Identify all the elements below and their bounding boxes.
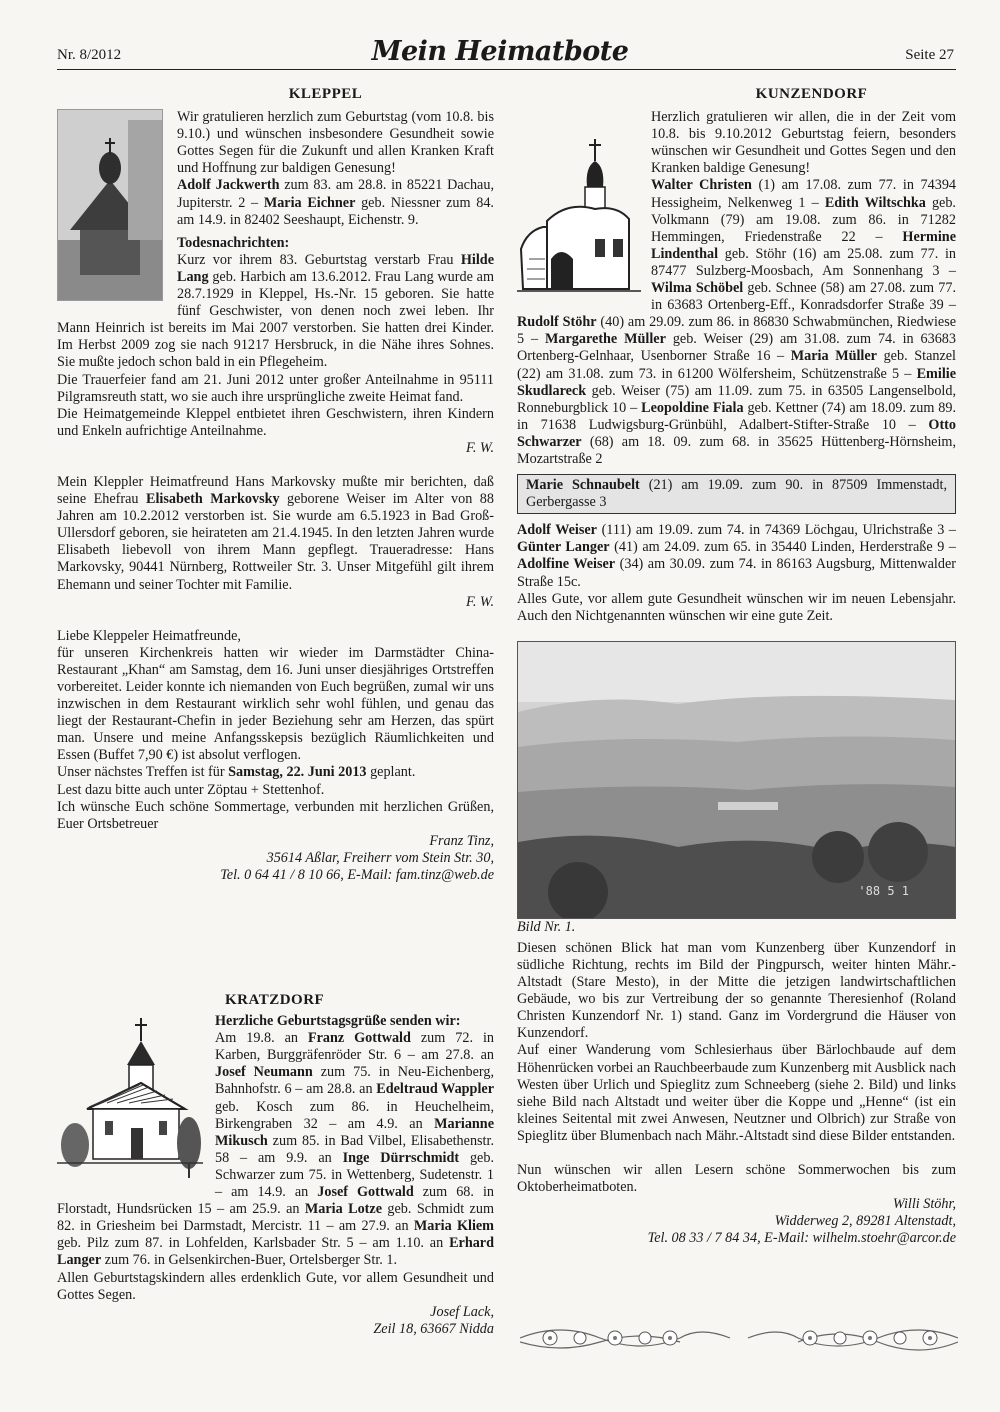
kleppel-church-image	[57, 109, 163, 301]
summer-wish: Nun wünschen wir allen Lesern schöne Sommerwochen bis zum Oktoberheimatboten.	[517, 1162, 956, 1196]
kunzendorf-church-image	[517, 109, 641, 299]
hike-description: Auf einer Wanderung vom Schlesierhaus über Bärlochbaude auf dem Höhenrücken vorbei an Rauchbeerbaude zum Kunzenberg mit Ausblick nach Westen über Urlich und Spieglitz zum Schneeberg (siehe 2. Bild) und links siehe Bild nach Altstadt und weiter über die Koppe und „Henne“ (ist ein kleines Seitental mit zwei Anwesen, Neutzner und Olbrich) zur Straße von Spieglitz über Blumenbach nach Mähr.-Altstadt sind diese Bilder entstanden.	[517, 1042, 956, 1144]
kleppel-title: KLEPPEL	[288, 86, 363, 102]
kratzdorf-title: KRATZDORF	[225, 992, 325, 1008]
signature-tinz-contact: Tel. 0 64 41 / 8 10 66, E-Mail: fam.tinz@web.de	[220, 867, 494, 884]
floral-ornament	[520, 1318, 958, 1358]
obituary-hilde-lang: Kurz vor ihrem 83. Geburtstag verstarb Frau Hilde Lang geb. Harbich am 13.6.2012. Frau Lang wurde am 28.7.1929 in Kleppel, Hs.-Nr. 15 geboren. Sie hatte fünf Geschwister, von denen noch zwei leben. Ihr Mann Heinrich ist bereits im Mai 2007 verstorben. Sie hatten drei Kinder. Im Herbst 2009 zog sie nach 91217 Hersbruck, in die Nähe ihres Sohnes. Sie mußte jedoch schon bald in ein Pflegeheim.	[57, 251, 494, 371]
photo-date-stamp: '88 5 1	[858, 883, 909, 898]
signature-tinz-name: Franz Tinz,	[429, 832, 494, 849]
kunzendorf-section	[517, 86, 956, 1248]
landscape-photo	[517, 641, 956, 919]
kratzdorf-birthdays: Am 19.8. an Franz Gottwald zum 72. in Karben, Burggräfenröder Str. 6 – am 27.8. an Josef Neumann zum 75. in Neu-Eichenberg, Bahnhofstr. 6 – am 28.8. an Edeltraud Wappler geb. Kosch zum 86. in Heuchelheim, Birkengraben 32 – am 4.9. an Marianne Mikusch zum 85. in Bad Vilbel, Elisabethenstr. 58 – am 9.9. an Inge Dürrschmidt geb. Schwarzer zum 75. in Wettenberg, Sudetenstr. 1 – am 14.9. an Josef Gottwald zum 68. in Florstadt, Hundsrücken 15 – am 25.9. an Maria Lotze geb. Schmidt zum 82. in Griesheim bei Darmstadt, Mercistr. 11 – am 27.9. an Maria Kliem geb. Pilz zum 87. in Lohfelden, Karlsbader Str. 5 – am 1.10. an Erhard Langer zum 76. in Gelsenkirchen-Buer, Ortelsberger Str. 1.	[57, 1030, 494, 1269]
funeral-text: Die Trauerfeier fand am 21. Juni 2012 unter großer Anteilnahme in 95111 Pilgramsreuth statt, wo sie auch ihre ursprüngliche zweite Heimat fand.	[57, 371, 494, 405]
kratzdorf-closing: Allen Geburtstagskindern alles erdenklich Gute, vor allem Gesundheit und Gottes Segen.	[57, 1269, 494, 1303]
signature-stoehr-contact: Tel. 08 33 / 7 84 34, E-Mail: wilhelm.stoehr@arcor.de	[647, 1230, 956, 1247]
signature-fw-1: F. W.	[466, 439, 494, 456]
page-number: Seite 27	[905, 47, 954, 63]
kunzendorf-title: KUNZENDORF	[755, 86, 868, 102]
issue-number: Nr. 8/2012	[57, 47, 122, 63]
kratzdorf-section	[57, 992, 494, 1338]
kleppel-birthdays: Adolf Jackwerth zum 83. am 28.8. in 85221 Dachau, Jupiterstr. 2 – Maria Eichner geb. Niessner zum 84. am 14.9. in 82402 Seeshaupt, Eichenstr. 9.	[177, 177, 494, 228]
kunzendorf-birthdays: Walter Christen (1) am 17.08. zum 77. in 74394 Hessigheim, Nelkenweg 1 – Edith Wiltschka geb. Volkmann (79) am 19.08. zum 86. in 71282 Hemmingen, Friedenstraße 22 – Hermine Lindenthal geb. Stöhr (16) am 25.08. zum 77. in 87477 Sulzberg-Moosbach, Am Sonnenhang 3 – Wilma Schöbel geb. Schnee (58) am 27.08. zum 77. in 63683 Ortenberg-Eff., Konradsdorfer Straße 39 – Rudolf Stöhr (40) am 29.09. zum 86. in 86830 Schwabmünchen, Riedwiese 5 – Margarethe Müller geb. Weiser (29) am 31.08. zum 74. in 63683 Ortenberg-Gelnhaar, Usenborner Straße 16 – Maria Müller geb. Stanzel (22) am 31.08. zum 73. in 61200 Wölfersheim, Schützenstraße 5 – Emilie Skudlareck geb. Weiser (75) am 11.09. zum 75. in 63505 Langenselbold, Ronneburgblick 10 – Leopoldine Fiala geb. Kettner (74) am 18.09. zum 89. in 71638 Ludwigsburg-Grünbühl, Adalbert-Stifter-Straße 10 – Otto Schwarzer (68) am 18. 09. zum 68. in 35625 Hüttenberg-Hörnsheim, Mozartstraße 2	[517, 177, 957, 467]
kratzdorf-lead: Herzliche Geburtstagsgrüße senden wir:	[215, 1013, 461, 1030]
signature-lack-name: Josef Lack,	[430, 1303, 494, 1320]
signature-lack-address: Zeil 18, 63667 Nidda	[373, 1320, 494, 1337]
photo-description: Diesen schönen Blick hat man vom Kunzenberg über Kunzendorf in südliche Richtung, rechts im Bild der Pingpursch, weiter hinten Mähr.-Altstadt (Stare Mesto), in der Mitte die jetzigen landwirtschaftlichen Gebäude, wo bis zur Vertreibung der so genannte Theresienhof (Roland Christen Kunzendorf Nr. 1) stand. Ganz im Vordergrund die Häuser von Kunzendorf.	[517, 939, 956, 1042]
kunzendorf-birthdays-2: Adolf Weiser (111) am 19.09. zum 74. in 74369 Löchgau, Ulrichstraße 3 – Günter Langer (41) am 24.09. zum 65. in 35440 Linden, Herderstraße 9 – Adolfine Weiser (34) am 30.09. zum 74. in 86163 Augsburg, Mittenwalder Straße 15c.	[517, 522, 956, 590]
obituary-markovsky: Mein Kleppler Heimatfreund Hans Markovsky mußte mir berichten, daß seine Ehefrau Elisabeth Markovsky geborene Weiser im Alter von 88 Jahren am 10.2.2012 verstorben ist. Sie wurde am 6.5.1923 in Bad Groß-Ullersdorf geboren, sie heirateten am 21.4.1945. In den letzten Jahren wurde Elisabeth liebevoll von ihrem Mann gepflegt. Traueradresse: Hans Markovsky, 90441 Nürnberg, Rottweiler Str. 3. Unser Mitgefühl gilt ihrem Ehemann und seiner Tochter mit Familie.	[57, 473, 494, 593]
signature-stoehr-address: Widderweg 2, 89281 Altenstadt,	[774, 1213, 956, 1230]
condolence-text: Die Heimatgemeinde Kleppel entbietet ihren Geschwistern, ihren Kindern und Enkeln aufrichtige Anteilnahme.	[57, 405, 494, 439]
signature-tinz-address: 35614 Aßlar, Freiherr vom Stein Str. 30,	[266, 849, 494, 866]
signature-stoehr-name: Willi Stöhr,	[892, 1196, 956, 1213]
masthead-logo: Mein Heimatbote	[371, 36, 629, 67]
header-rule	[57, 69, 956, 70]
kunzendorf-wish: Alles Gute, vor allem gute Gesundheit wünschen wir im neuen Lebensjahr. Auch den Nichtgenannten wünschen wir eine gute Zeit.	[517, 590, 956, 624]
photo-caption: Bild Nr. 1.	[517, 918, 576, 935]
see-also: Lest dazu bitte auch unter Zöptau + Stettenhof.	[57, 781, 325, 798]
kratzdorf-church-image	[57, 1013, 203, 1183]
letter-closing: Ich wünsche Euch schöne Sommertage, verbunden mit herzlichen Grüßen, Euer Ortsbetreuer	[57, 798, 494, 832]
signature-fw-2: F. W.	[466, 593, 494, 610]
letter-body: für unseren Kirchenkreis hatten wir wieder im Darmstädter China-Restaurant „Khan“ am Samstag, dem 16. Juni unser diesjähriges Ortstreffen vorbereitet. Leider konnte ich niemanden von Euch begrüßen, zumal wir uns inzwischen in dem Restaurant wirklich sehr wohl fühlen, und genau das liegt der Restaurant-Chefin in jeder Beziehung sehr am Herzen, das spürt man. Unsere und meine Anfangsskepsis bezüglich Räumlichkeiten und Essen (Buffet 7,90 €) ist absolut verflogen.	[57, 644, 494, 764]
kunzendorf-intro: Herzlich gratulieren wir allen, die in der Zeit vom 10.8. bis 9.10.2012 Geburtstag feiern, besonders wünschen wir Gesundheit und Gottes Segen und den Kranken baldige Genesung!	[651, 109, 956, 177]
highlight-box-schnaubelt: Marie Schnaubelt (21) am 19.09. zum 90. in 87509 Immenstadt, Gerbergasse 3	[517, 474, 956, 514]
kleppel-greeting: Wir gratulieren herzlich zum Geburtstag (vom 10.8. bis 9.10.) und wünschen insbesondere Gesundheit sowie Gottes Segen für die Zukunft und allen Kranken Kraft und Hoffnung zur baldigen Genesung!	[177, 109, 494, 177]
obituaries-heading: Todesnachrichten:	[177, 234, 290, 251]
letter-salutation: Liebe Kleppeler Heimatfreunde,	[57, 627, 241, 644]
next-meeting: Unser nächstes Treffen ist für Samstag, 22. Juni 2013 geplant.	[57, 764, 416, 781]
kleppel-section	[57, 86, 494, 884]
